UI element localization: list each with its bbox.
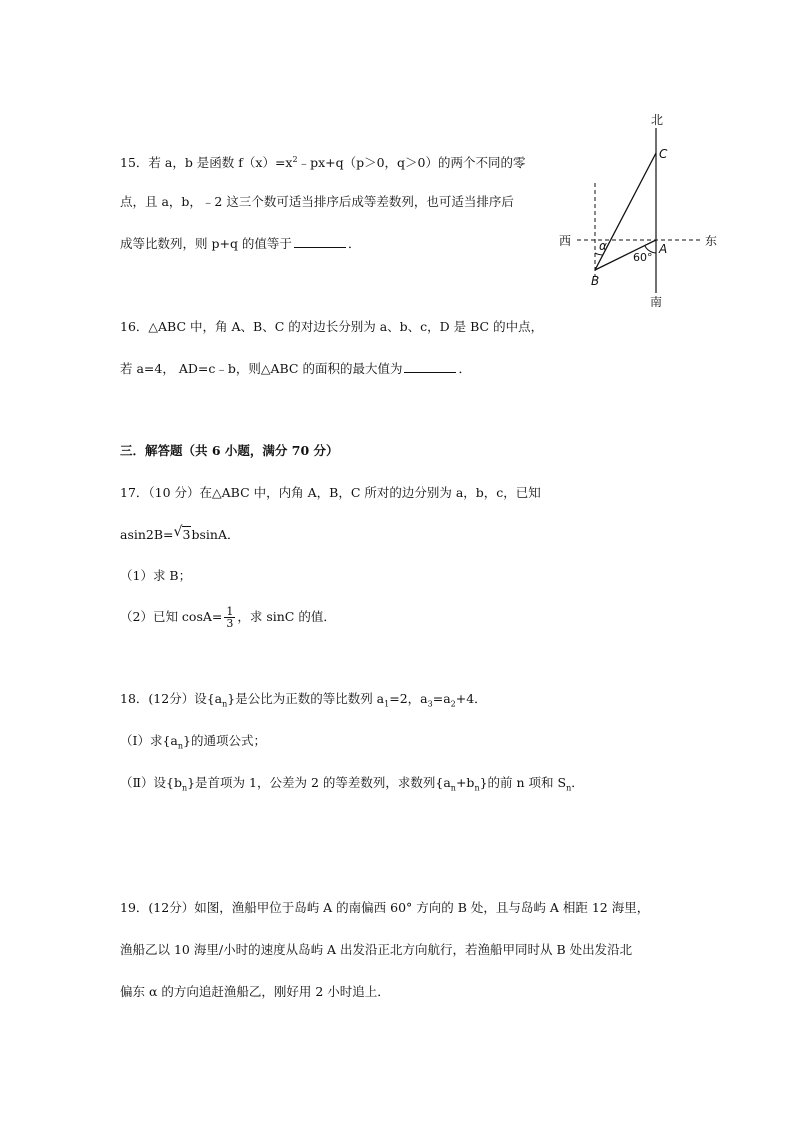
- label-alpha: α: [599, 239, 607, 253]
- answer-blank: [404, 361, 456, 373]
- label-west: 西: [559, 234, 572, 248]
- q19-line1: 19．(12分）如图，渔船甲位于岛屿 A 的南偏西 60° 方向的 B 处，且与岛屿 A 相距 12 海里，: [120, 900, 650, 915]
- label-c: C: [659, 147, 668, 161]
- label-b: B: [591, 274, 600, 288]
- q17-line2: asin2B= √ 3bsinA．: [120, 524, 240, 542]
- label-60-degrees: 60°: [633, 251, 653, 264]
- answer-blank: [294, 236, 346, 248]
- q19-line2: 渔船乙以 10 海里/小时的速度从岛屿 A 出发沿正北方向航行，若渔船甲同时从 B 处出发沿北: [120, 942, 633, 957]
- section-heading: 三．解答题（共 6 小题，满分 70 分）: [120, 443, 339, 458]
- q16-line2: 若 a=4， AD=c﹣b，则△ABC 的面积的最大值为 ．: [120, 361, 471, 376]
- q18-part2: （Ⅱ）设$\{b_n\}$是首项为 1，公差为 2 的等差数列，求数列$\{a_n+b_n\}$的前 n 项和 $S_n$．: [120, 775, 584, 793]
- label-east: 东: [705, 234, 718, 248]
- alpha-arc: [595, 253, 603, 255]
- navigation-diagram: [555, 108, 725, 308]
- q17-line1: 17．（10 分）在△ABC 中，内角 A，B，C 所对的边分别为 a，b，c，已知: [120, 485, 541, 500]
- q17-part2: （2）已知 cosA= $\frac{1}{3}$ ，求 sinC 的值．: [120, 605, 336, 630]
- q15-line2: 点，且 a，b，﹣2 这三个数可适当排序后成等差数列，也可适当排序后: [120, 194, 514, 209]
- label-a: A: [659, 242, 668, 256]
- q15-line3: 成等比数列，则 p+q 的值等于 ．: [120, 236, 361, 251]
- q18-part1: （Ⅰ）求$\{a_n\}$的通项公式；: [120, 733, 266, 751]
- label-north: 北: [651, 113, 664, 127]
- q16-line1: 16．△ABC 中，角 A、B、C 的对边长分别为 a、b、c，D 是 BC 的中点，: [120, 319, 544, 334]
- q17-part1: （1）求 B；: [120, 568, 192, 583]
- label-south: 南: [650, 295, 663, 308]
- sqrt-expression: √ 3: [173, 524, 191, 542]
- fraction: $\frac{1}{3}$: [226, 605, 234, 630]
- q19-line3: 偏东 α 的方向追赶渔船乙，刚好用 2 小时追上．: [120, 984, 390, 999]
- q18-line1: 18．(12分）设$\{a_n\}$是公比为正数的等比数列 $a_1=2$，$a_3=a_2+4$．: [120, 691, 487, 709]
- q15-line1: 15．若 a，b 是函数 $f(x)=x^2﹣px+q(p>0$，q＞0）的两个不同的零: [120, 155, 526, 171]
